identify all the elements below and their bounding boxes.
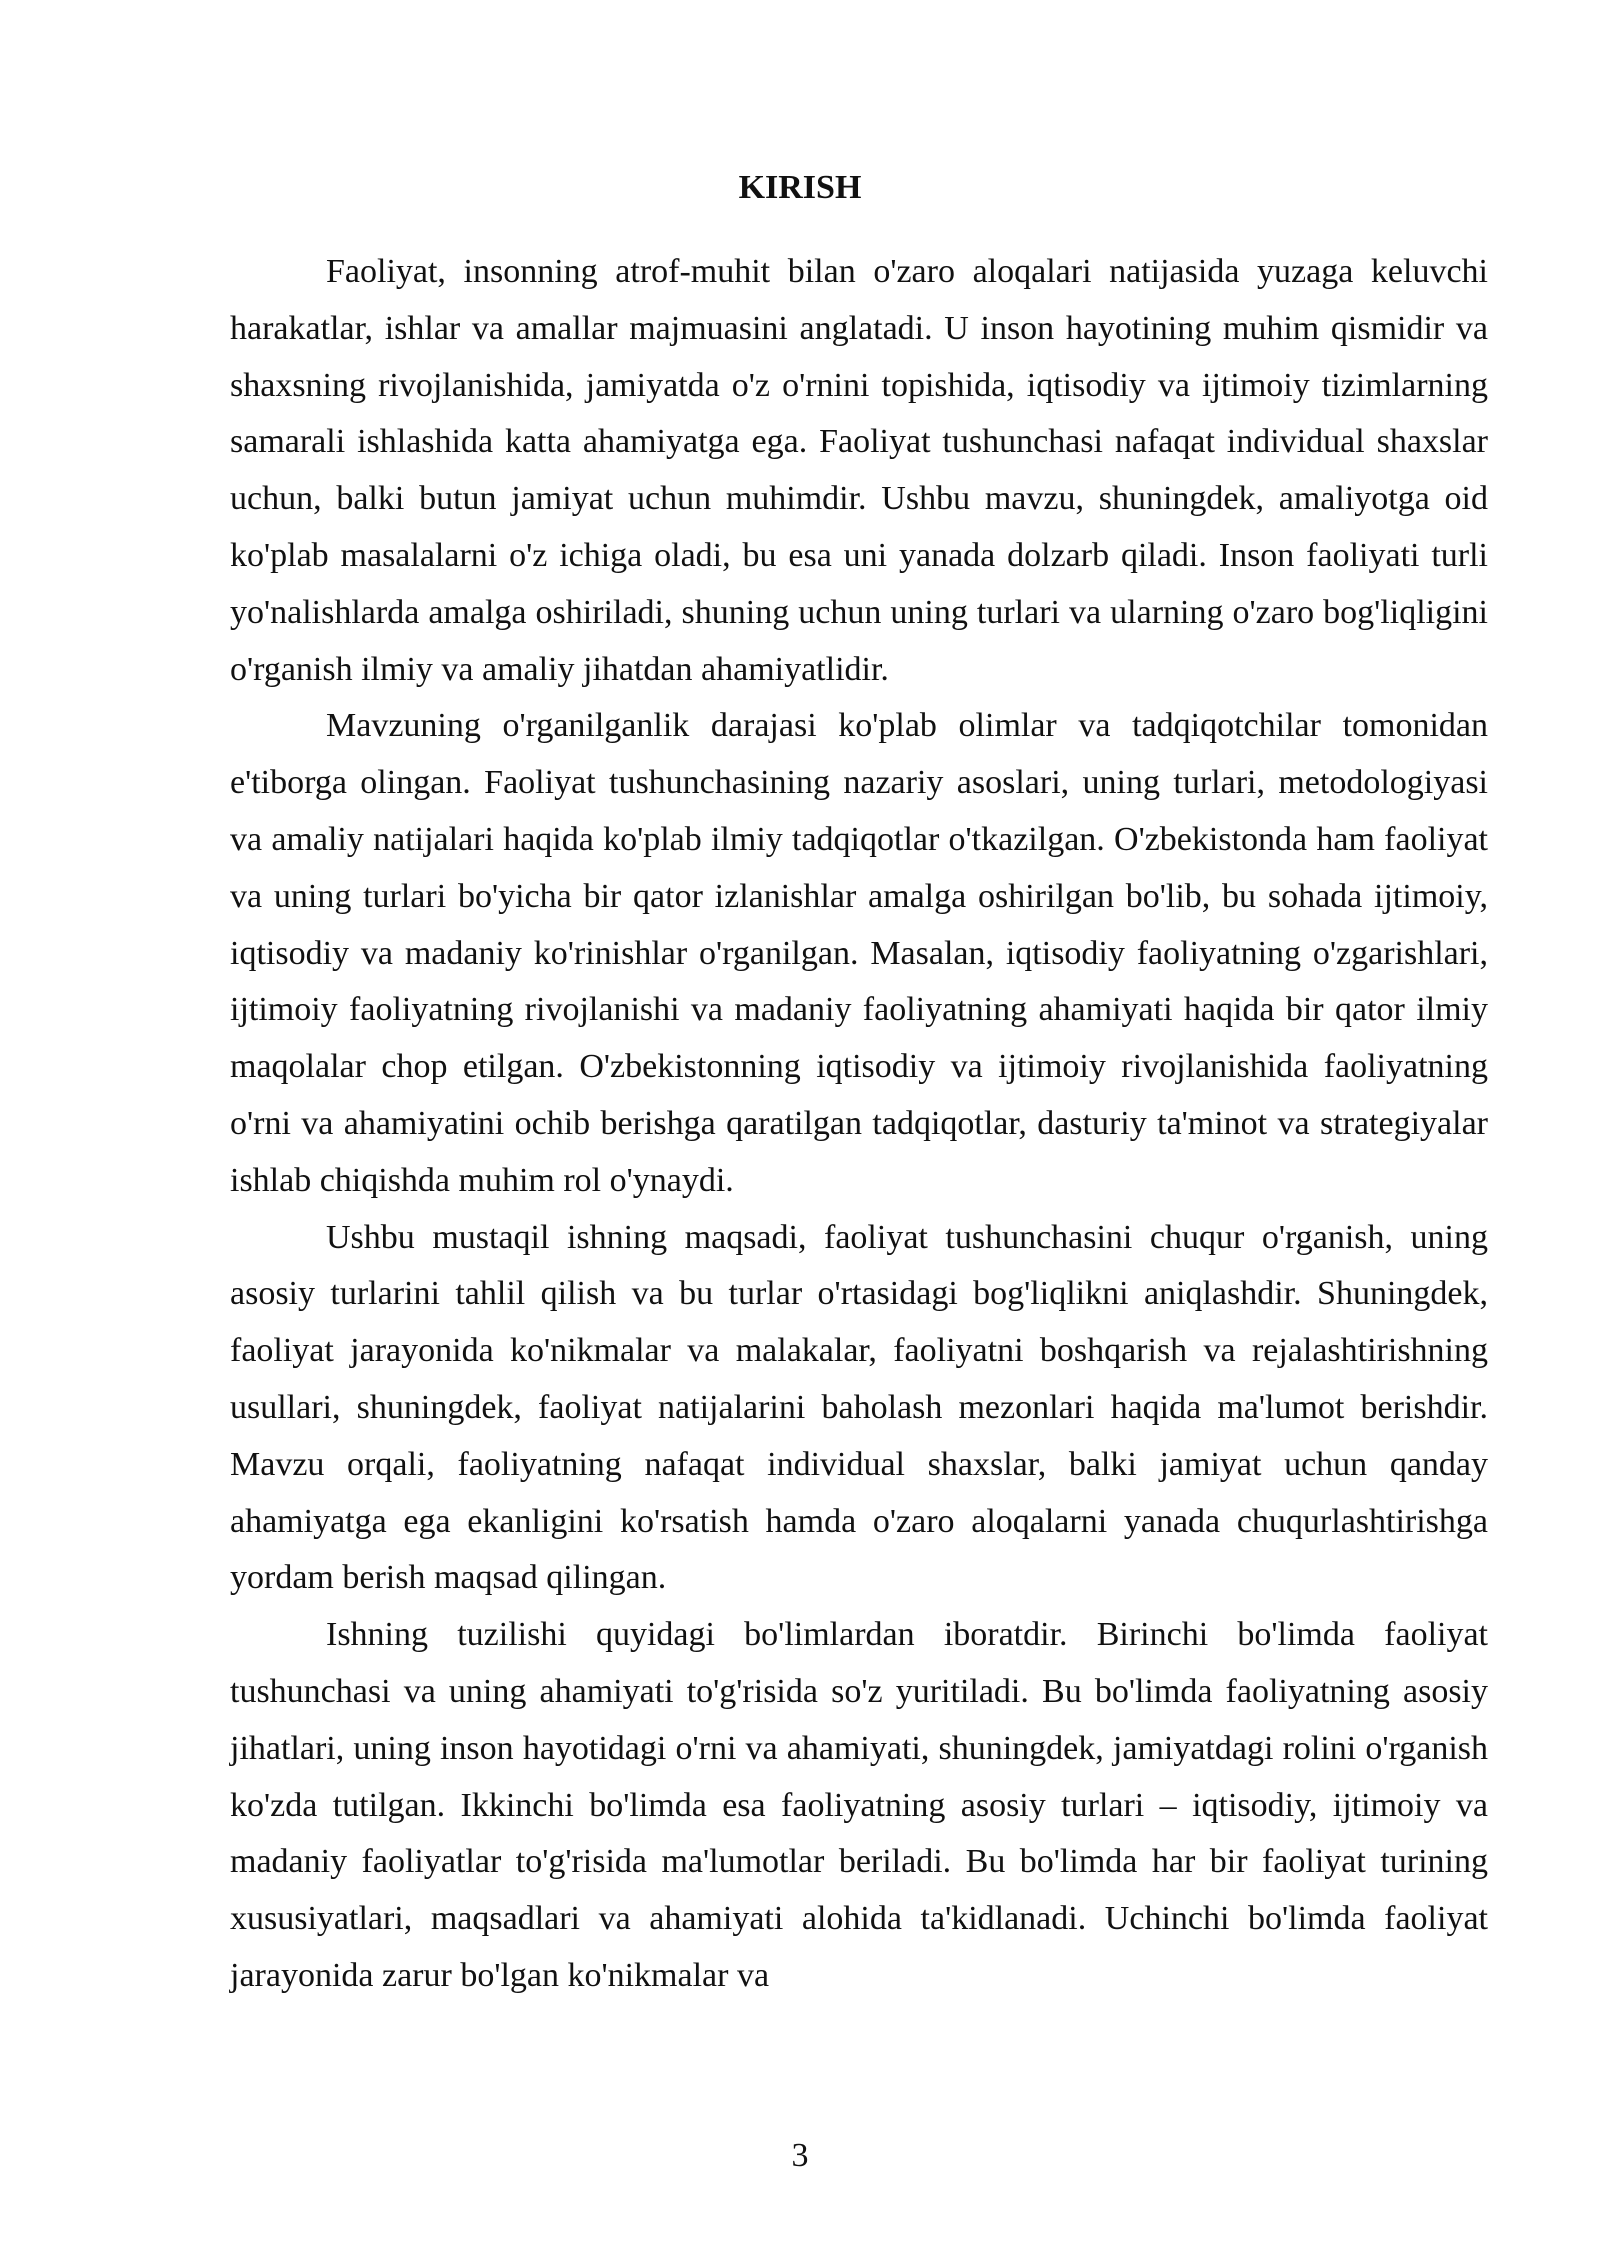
section-title: KIRISH — [738, 169, 862, 206]
paragraph-study-level: Mavzuning o'rganilganlik darajasi ko'plab olimlar va tadqiqotchilar tomonidan e'tiborga olingan. Faoliyat tushunchasining nazariy asoslari, uning turlari, metodologiyasi va amaliy natijalari haqida ko'plab ilmiy tadqiqotlar o'tkazilgan. O'zbekistonda ham faoliyat va uning turlari bo'yicha bir qator izlanishlar amalga oshirilgan bo'lib, bu sohada ijtimoiy, iqtisodiy va madaniy ko'rinishlar o'rganilgan. Masalan, iqtisodiy faoliyatning o'zgarishlari, ijtimoiy faoliyatning rivojlanishi va madaniy faoliyatning ahamiyati haqida bir qator ilmiy maqolalar chop etilgan. O'zbekistonning iqtisodiy va ijtimoiy rivojlanishida faoliyatning o'rni va ahamiyatini ochib berishga qaratilgan tadqiqotlar, dasturiy ta'minot va strategiyalar ishlab chiqishda muhim rol o'ynaydi. — [230, 707, 1488, 1199]
paragraph-goal: Ushbu mustaqil ishning maqsadi, faoliyat tushunchasini chuqur o'rganish, uning asosiy turlarini tahlil qilish va bu turlar o'rtasidagi bog'liqlikni aniqlashdir. Shuningdek, faoliyat jarayonida ko'nikmalar va malakalar, faoliyatni boshqarish va rejalashtirishning usullari, shuningdek, faoliyat natijalarini baholash mezonlari haqida ma'lumot berishdir. Mavzu orqali, faoliyatning nafaqat individual shaxslar, balki jamiyat uchun qanday ahamiyatga ega ekanligini ko'rsatish hamda o'zaro aloqalarni yanada chuqurlashtirishga yordam berish maqsad qilingan. — [230, 1218, 1488, 1597]
page-number: 3 — [791, 2137, 809, 2174]
paragraph-introduction: Faoliyat, insonning atrof-muhit bilan o'zaro aloqalari natijasida yuzaga keluvchi harakatlar, ishlar va amallar majmuasini anglatadi. U inson hayotining muhim qismidir va shaxsning rivojlanishida, jamiyatda o'z o'rnini topishida, iqtisodiy va ijtimoiy tizimlarning samarali ishlashida katta ahamiyatga ega. Faoliyat tushunchasi nafaqat individual shaxslar uchun, balki butun jamiyat uchun muhimdir. Ushbu mavzu, shuningdek, amaliyotga oid ko'plab masalalarni o'z ichiga oladi, bu esa uni yanada dolzarb qiladi. Inson faoliyati turli yo'nalishlarda amalga oshiriladi, shuning uchun uning turlari va ularning o'zaro bog'liqligini o'rganish ilmiy va amaliy jihatdan ahamiyatlidir. — [230, 253, 1488, 688]
body-text — [230, 244, 1488, 2005]
paragraph-structure: Ishning tuzilishi quyidagi bo'limlardan iboratdir. Birinchi bo'limda faoliyat tushunchasi va uning ahamiyati to'g'risida so'z yuritiladi. Bu bo'limda faoliyatning asosiy jihatlari, uning inson hayotidagi o'rni va ahamiyati, shuningdek, jamiyatdagi rolini o'rganish ko'zda tutilgan. Ikkinchi bo'limda esa faoliyatning asosiy turlari – iqtisodiy, ijtimoiy va madaniy faoliyatlar to'g'risida ma'lumotlar beriladi. Bu bo'limda har bir faoliyat turining xususiyatlari, maqsadlari va ahamiyati alohida ta'kidlanadi. Uchinchi bo'limda faoliyat jarayonida zarur bo'lgan ko'nikmalar va — [230, 1616, 1488, 1994]
